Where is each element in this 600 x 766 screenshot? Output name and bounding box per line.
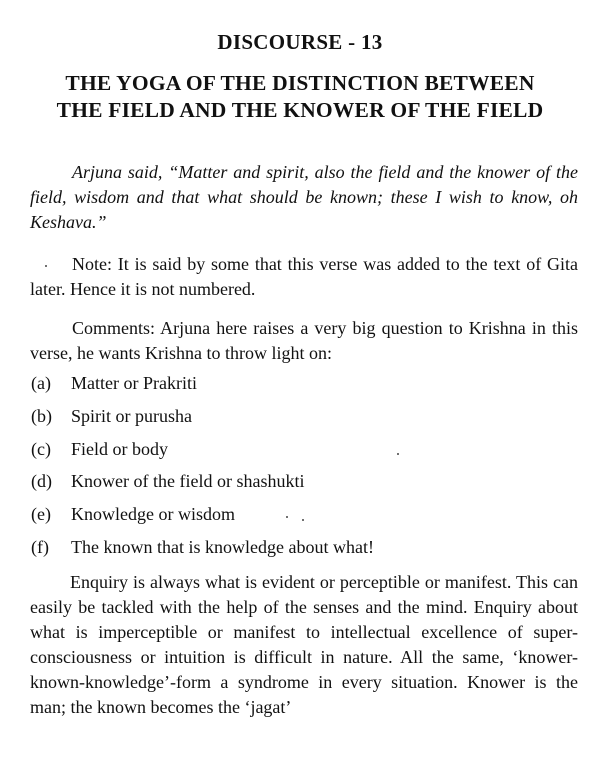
list-marker: (a)	[31, 373, 51, 393]
note-paragraph: Note: It is said by some that this verse was added to the text of Gita later. Hence it is not numbered.	[30, 254, 578, 299]
list-marker: (b)	[31, 405, 52, 426]
list-marker: (e)	[31, 504, 51, 525]
list-item	[31, 437, 374, 470]
list-item	[31, 469, 374, 502]
topic-list	[31, 371, 374, 568]
list-marker: (f)	[31, 536, 49, 557]
list-item	[31, 502, 374, 535]
print-speck	[397, 453, 399, 455]
list-item	[31, 404, 374, 437]
print-speck	[286, 516, 288, 518]
list-item-text: Knower of the field or shashukti	[71, 471, 305, 492]
list-marker: (c)	[31, 438, 51, 459]
verse-quote: Arjuna said, “Matter and spirit, also the field and the knower of the field, wisdom and that what should be known; these I wish to know, oh Keshava.”	[30, 162, 578, 232]
list-item-text: The known that is knowledge about what!	[71, 536, 374, 557]
list-item-text: Knowledge or wisdom	[71, 504, 235, 525]
enquiry-paragraph: Enquiry is always what is evident or perceptible or manifest. This can easily be tackled with the help of the senses and the mind. Enquiry about what is imperceptible or manifest to intellectual excellence of super-consciousness or intuition is difficult in nature. All the same, ‘knower-known-knowledge’-form a syndrome in every situation. Knower is the man; the known becomes the ‘jagat’	[30, 572, 578, 717]
list-marker: (d)	[31, 471, 52, 492]
list-item-text: Spirit or purusha	[71, 405, 192, 426]
discourse-number: DISCOURSE - 13	[217, 30, 383, 54]
chapter-title-line-2: THE FIELD AND THE KNOWER OF THE FIELD	[56, 98, 544, 122]
list-item-text: Field or body	[71, 438, 168, 459]
comments-paragraph: Comments: Arjuna here raises a very big question to Krishna in this verse, he wants Krishna to throw light on:	[30, 318, 578, 363]
list-item-text: Matter or Prakriti	[71, 373, 197, 393]
chapter-title-line-1: THE YOGA OF THE DISTINCTION BETWEEN	[65, 71, 535, 95]
print-speck	[302, 519, 304, 521]
list-item	[31, 371, 374, 404]
print-speck	[45, 265, 47, 267]
list-item	[31, 535, 374, 568]
